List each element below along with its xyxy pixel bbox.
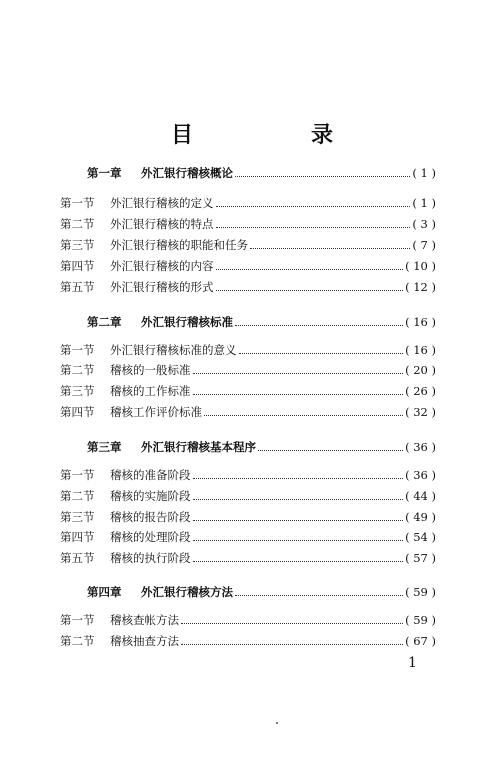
toc-title: 稽核的实施阶段	[110, 489, 191, 503]
dot-leader	[235, 325, 403, 326]
toc-title: 外汇银行稽核的内容	[110, 259, 214, 273]
toc-number: 第二节	[60, 634, 95, 648]
toc-title: 稽核工作评价标准	[110, 405, 202, 419]
toc-page: ( 12 )	[405, 280, 436, 294]
toc-page: ( 57 )	[405, 551, 436, 565]
toc-number: 第三章	[87, 440, 122, 454]
dot-leader	[235, 176, 410, 177]
toc-page: ( 3 )	[412, 217, 436, 231]
dot-leader	[193, 499, 404, 500]
print-speck	[276, 722, 278, 724]
toc-page: ( 36 )	[405, 468, 436, 482]
toc-section[interactable]	[60, 382, 436, 400]
toc-section[interactable]	[60, 632, 436, 650]
toc-page: ( 32 )	[405, 405, 436, 419]
toc-title: 稽核的处理阶段	[110, 530, 191, 544]
toc-title: 稽核抽查方法	[110, 634, 179, 648]
toc-number: 第一节	[60, 196, 95, 210]
toc-section[interactable]	[60, 236, 436, 254]
toc-number: 第三节	[60, 384, 95, 398]
toc-number: 第二节	[60, 217, 95, 231]
toc-title: 稽核的执行阶段	[110, 551, 191, 565]
toc-number: 第一章	[87, 166, 122, 180]
dot-leader	[204, 415, 403, 416]
page-title: 目 录	[170, 123, 381, 148]
toc-title: 外汇银行稽核的定义	[110, 196, 214, 210]
toc-page: ( 54 )	[405, 530, 436, 544]
toc-number: 第一节	[60, 613, 95, 627]
toc-title: 外汇银行稽核基本程序	[141, 440, 256, 454]
toc-section[interactable]	[60, 194, 436, 212]
toc-number: 第四章	[87, 585, 122, 599]
toc-number: 第四节	[60, 259, 95, 273]
toc-page: ( 20 )	[405, 363, 436, 377]
toc-section[interactable]	[60, 466, 436, 484]
toc-title: 外汇银行稽核概论	[141, 166, 233, 180]
dot-leader	[193, 520, 404, 521]
toc-title: 外汇银行稽核的职能和任务	[110, 238, 248, 252]
dot-leader	[216, 227, 411, 228]
toc-section[interactable]	[60, 361, 436, 379]
toc-section[interactable]	[60, 257, 436, 275]
toc-number: 第四节	[60, 405, 95, 419]
toc-section[interactable]	[60, 278, 436, 296]
toc-page: ( 1 )	[412, 166, 436, 180]
dot-leader	[239, 353, 404, 354]
toc-page: ( 59 )	[405, 613, 436, 627]
toc-number: 第一节	[60, 468, 95, 482]
page-number: 1	[408, 655, 417, 671]
toc-page: ( 36 )	[405, 440, 436, 454]
toc-page: ( 16 )	[405, 315, 436, 329]
toc-page: ( 1 )	[412, 196, 436, 210]
toc-page: ( 7 )	[412, 238, 436, 252]
toc-title: 外汇银行稽核标准	[141, 315, 233, 329]
toc-page: ( 49 )	[405, 510, 436, 524]
dot-leader	[250, 248, 410, 249]
dot-leader	[216, 269, 404, 270]
toc-section[interactable]	[60, 341, 436, 359]
toc-number: 第三节	[60, 510, 95, 524]
dot-leader	[193, 540, 404, 541]
toc-page: ( 44 )	[405, 489, 436, 503]
toc-title: 稽核的工作标准	[110, 384, 191, 398]
toc-chapter-4[interactable]	[87, 583, 436, 601]
toc-section[interactable]	[60, 487, 436, 505]
toc-section[interactable]	[60, 611, 436, 629]
toc-chapter-1[interactable]	[87, 164, 436, 182]
toc-page: ( 26 )	[405, 384, 436, 398]
toc-section[interactable]	[60, 528, 436, 546]
dot-leader	[216, 206, 411, 207]
toc-section[interactable]	[60, 403, 436, 421]
toc-chapter-2[interactable]	[87, 313, 436, 331]
dot-leader	[181, 644, 403, 645]
toc-page: ( 59 )	[405, 585, 436, 599]
toc-page: ( 67 )	[405, 634, 436, 648]
toc-title: 稽核的报告阶段	[110, 510, 191, 524]
toc-title: 稽核的准备阶段	[110, 468, 191, 482]
dot-leader	[193, 478, 404, 479]
toc-title: 稽核查帐方法	[110, 613, 179, 627]
toc-number: 第二节	[60, 489, 95, 503]
toc-title: 外汇银行稽核方法	[141, 585, 233, 599]
toc-number: 第一节	[60, 343, 95, 357]
dot-leader	[193, 561, 404, 562]
toc-title: 稽核的一般标准	[110, 363, 191, 377]
toc-number: 第五节	[60, 551, 95, 565]
toc-section[interactable]	[60, 215, 436, 233]
toc-number: 第二章	[87, 315, 122, 329]
dot-leader	[216, 290, 404, 291]
dot-leader	[258, 450, 403, 451]
toc-page: ( 16 )	[405, 343, 436, 357]
toc-number: 第四节	[60, 530, 95, 544]
toc-title: 外汇银行稽核标准的意义	[110, 343, 237, 357]
toc-number: 第三节	[60, 238, 95, 252]
toc-section[interactable]	[60, 549, 436, 567]
toc-number: 第二节	[60, 363, 95, 377]
toc-number: 第五节	[60, 280, 95, 294]
dot-leader	[193, 394, 404, 395]
toc-chapter-3[interactable]	[87, 438, 436, 456]
toc-section[interactable]	[60, 508, 436, 526]
toc-title: 外汇银行稽核的特点	[110, 217, 214, 231]
toc-page: ( 10 )	[405, 259, 436, 273]
toc-title: 外汇银行稽核的形式	[110, 280, 214, 294]
dot-leader	[235, 595, 403, 596]
dot-leader	[181, 623, 403, 624]
dot-leader	[193, 373, 404, 374]
